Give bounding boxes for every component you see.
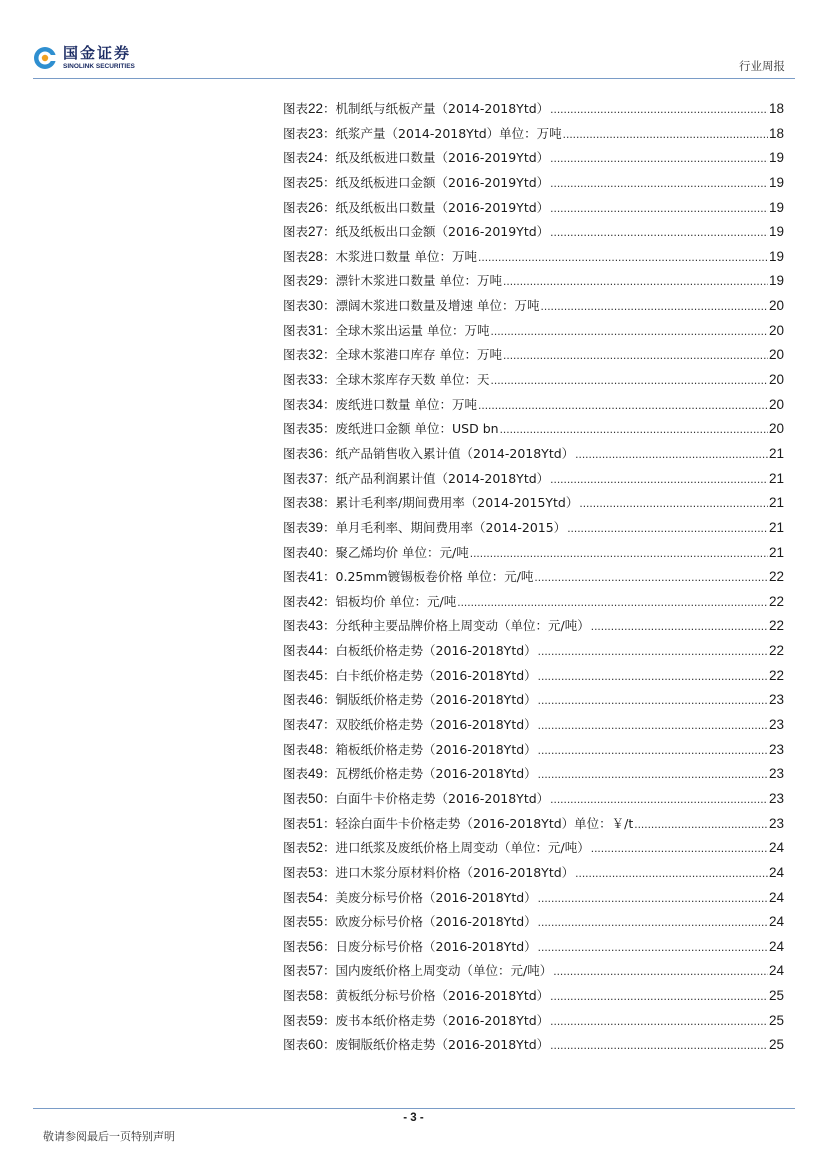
toc-entry-number: 60 (308, 1037, 324, 1053)
toc-entry-title: ：进口纸浆及废纸价格上周变动（单位：元/吨） (323, 840, 590, 856)
toc-entry[interactable] (283, 148, 784, 173)
toc-entry[interactable] (283, 395, 784, 420)
toc-entry-number: 37 (308, 470, 324, 486)
figure-index-list (283, 99, 784, 1060)
toc-entry-prefix: 图表 (283, 741, 309, 757)
toc-entry[interactable] (283, 838, 784, 863)
toc-dot-leader (563, 127, 768, 141)
toc-entry[interactable] (283, 518, 784, 543)
toc-entry-number: 34 (308, 396, 324, 412)
toc-entry-title: ：纸及纸板出口数量（2016-2019Ytd） (323, 199, 550, 215)
toc-entry-page: 21 (768, 544, 784, 560)
toc-entry-number: 50 (308, 790, 324, 806)
toc-entry-title: ：黄板纸分标号价格（2016-2018Ytd） (323, 988, 550, 1004)
toc-entry-title: ：轻涂白面牛卡价格走势（2016-2018Ytd）单位：￥/t (323, 815, 634, 831)
toc-entry-page: 22 (768, 569, 784, 585)
toc-entry-number: 29 (308, 273, 324, 289)
toc-entry-number: 51 (308, 815, 324, 831)
toc-entry-title: ：废书本纸价格走势（2016-2018Ytd） (323, 1012, 550, 1028)
toc-entry[interactable] (283, 937, 784, 962)
toc-entry-title: ：废纸进口金额 单位：USD bn (323, 421, 499, 437)
toc-dot-leader (538, 891, 768, 905)
toc-entry-number: 55 (308, 914, 324, 930)
toc-entry-number: 49 (308, 766, 324, 782)
report-type-label: 行业周报 (739, 59, 785, 73)
toc-entry-prefix: 图表 (283, 421, 309, 437)
toc-dot-leader (550, 176, 768, 190)
toc-entry-page: 20 (768, 347, 784, 363)
toc-dot-leader (550, 989, 768, 1003)
toc-dot-leader (567, 521, 768, 535)
toc-entry-page: 25 (768, 1037, 784, 1053)
toc-entry-number: 47 (308, 717, 324, 733)
toc-entry-page: 19 (768, 199, 784, 215)
toc-entry-title: ：0.25mm镀锡板卷价格 单位：元/吨 (323, 569, 534, 585)
toc-dot-leader (538, 718, 768, 732)
toc-entry[interactable] (283, 912, 784, 937)
toc-entry-number: 42 (308, 593, 324, 609)
page-number: - 3 - (403, 1112, 424, 1124)
toc-dot-leader (550, 201, 768, 215)
toc-dot-leader (503, 348, 768, 362)
toc-entry[interactable] (283, 888, 784, 913)
toc-entry-prefix: 图表 (283, 544, 309, 560)
toc-dot-leader (478, 250, 768, 264)
toc-entry-number: 24 (308, 150, 324, 166)
toc-entry-prefix: 图表 (283, 889, 309, 905)
toc-entry-page: 19 (768, 248, 784, 264)
toc-dot-leader (591, 841, 768, 855)
toc-entry-page: 23 (768, 815, 784, 831)
toc-entry-number: 25 (308, 174, 324, 190)
toc-entry-number: 36 (308, 445, 324, 461)
logo-mark-icon (33, 46, 57, 70)
toc-entry-title: ：纸产品销售收入累计值（2014-2018Ytd） (323, 445, 575, 461)
toc-entry-prefix: 图表 (283, 593, 309, 609)
toc-dot-leader (634, 817, 768, 831)
toc-entry-prefix: 图表 (283, 495, 309, 511)
toc-entry-prefix: 图表 (283, 150, 309, 166)
toc-entry-number: 59 (308, 1012, 324, 1028)
toc-entry-title: ：全球木浆出运量 单位：万吨 (323, 322, 490, 338)
toc-entry-prefix: 图表 (283, 618, 309, 634)
toc-entry-page: 20 (768, 298, 784, 314)
toc-entry[interactable] (283, 543, 784, 568)
toc-entry-page: 21 (768, 470, 784, 486)
toc-entry-prefix: 图表 (283, 1012, 309, 1028)
toc-entry-prefix: 图表 (283, 643, 309, 659)
toc-entry-prefix: 图表 (283, 248, 309, 264)
toc-entry-title: ：分纸种主要品牌价格上周变动（单位：元/吨） (323, 618, 590, 634)
toc-entry[interactable] (283, 592, 784, 617)
toc-entry-prefix: 图表 (283, 396, 309, 412)
toc-entry-page: 20 (768, 421, 784, 437)
toc-entry[interactable] (283, 863, 784, 888)
toc-entry-page: 20 (768, 372, 784, 388)
toc-entry[interactable] (283, 715, 784, 740)
toc-entry-title: ：纸浆产量（2014-2018Ytd）单位：万吨 (323, 125, 562, 141)
toc-entry-prefix: 图表 (283, 101, 309, 116)
toc-entry-title: ：国内废纸价格上周变动（单位：元/吨） (323, 963, 553, 979)
toc-entry[interactable] (283, 444, 784, 469)
toc-entry-prefix: 图表 (283, 914, 309, 930)
toc-entry-page: 20 (768, 396, 784, 412)
toc-entry-number: 39 (308, 519, 324, 535)
toc-entry-page: 24 (768, 840, 784, 856)
toc-entry-number: 38 (308, 495, 324, 511)
toc-entry-page: 23 (768, 766, 784, 782)
toc-entry-page: 24 (768, 938, 784, 954)
toc-dot-leader (538, 767, 768, 781)
toc-entry-number: 45 (308, 667, 324, 683)
toc-entry-page: 24 (768, 864, 784, 880)
toc-entry-page: 21 (768, 519, 784, 535)
toc-entry-page: 22 (768, 593, 784, 609)
toc-entry[interactable] (283, 740, 784, 765)
toc-entry-number: 31 (308, 322, 324, 338)
toc-dot-leader (491, 373, 768, 387)
toc-entry-number: 48 (308, 741, 324, 757)
toc-dot-leader (575, 866, 768, 880)
toc-entry-prefix: 图表 (283, 347, 309, 363)
toc-entry-page: 24 (768, 889, 784, 905)
toc-dot-leader (553, 964, 768, 978)
toc-entry[interactable] (283, 99, 784, 124)
toc-dot-leader (538, 693, 768, 707)
toc-entry-number: 53 (308, 864, 324, 880)
toc-entry-number: 33 (308, 372, 324, 388)
toc-entry[interactable] (283, 690, 784, 715)
toc-entry-number: 41 (308, 569, 324, 585)
toc-dot-leader (550, 1014, 768, 1028)
toc-entry-number: 43 (308, 618, 324, 634)
toc-entry[interactable] (283, 961, 784, 986)
toc-entry[interactable] (283, 764, 784, 789)
disclaimer-note: 敬请参阅最后一页特别声明 (43, 1130, 175, 1143)
toc-entry[interactable] (283, 419, 784, 444)
toc-dot-leader (457, 595, 768, 609)
toc-entry-title: ：全球木浆港口库存 单位：万吨 (323, 347, 503, 363)
toc-entry-prefix: 图表 (283, 938, 309, 954)
toc-dot-leader (538, 915, 768, 929)
toc-dot-leader (550, 102, 768, 116)
toc-entry-title: ：进口木浆分原材料价格（2016-2018Ytd） (323, 864, 575, 880)
page-header (0, 0, 827, 84)
toc-entry[interactable] (283, 469, 784, 494)
toc-dot-leader (550, 151, 768, 165)
toc-entry-title: ：白卡纸价格走势（2016-2018Ytd） (323, 667, 537, 683)
toc-entry-page: 20 (768, 322, 784, 338)
toc-dot-leader (491, 324, 768, 338)
toc-entry-prefix: 图表 (283, 864, 309, 880)
toc-dot-leader (538, 940, 768, 954)
toc-entry-prefix: 图表 (283, 372, 309, 388)
toc-entry-title: ：漂针木浆进口数量 单位：万吨 (323, 273, 503, 289)
toc-entry[interactable] (283, 666, 784, 691)
toc-entry-title: ：瓦楞纸价格走势（2016-2018Ytd） (323, 766, 537, 782)
toc-dot-leader (550, 792, 768, 806)
toc-entry-page: 23 (768, 692, 784, 708)
toc-entry-number: 35 (308, 421, 324, 437)
toc-entry-number: 58 (308, 988, 324, 1004)
toc-entry-prefix: 图表 (283, 815, 309, 831)
toc-entry-number: 57 (308, 963, 324, 979)
toc-dot-leader (538, 669, 768, 683)
toc-entry-page: 18 (768, 125, 784, 141)
toc-entry-title: ：机制纸与纸板产量（2014-2018Ytd） (323, 101, 550, 116)
toc-entry-page: 18 (768, 101, 784, 116)
toc-entry-prefix: 图表 (283, 199, 309, 215)
toc-entry-number: 54 (308, 889, 324, 905)
toc-dot-leader (591, 619, 768, 633)
toc-dot-leader (500, 422, 768, 436)
toc-entry-prefix: 图表 (283, 569, 309, 585)
toc-entry-number: 56 (308, 938, 324, 954)
toc-entry-page: 19 (768, 150, 784, 166)
toc-entry-title: ：纸及纸板出口金额（2016-2019Ytd） (323, 224, 550, 240)
toc-entry[interactable] (283, 198, 784, 223)
toc-entry-prefix: 图表 (283, 174, 309, 190)
toc-entry-prefix: 图表 (283, 988, 309, 1004)
header-divider (33, 78, 795, 79)
toc-dot-leader (534, 570, 768, 584)
toc-entry-title: ：白板纸价格走势（2016-2018Ytd） (323, 643, 537, 659)
toc-entry-title: ：木浆进口数量 单位：万吨 (323, 248, 478, 264)
toc-entry-page: 19 (768, 273, 784, 289)
toc-entry-number: 30 (308, 298, 324, 314)
toc-entry-prefix: 图表 (283, 445, 309, 461)
toc-entry[interactable] (283, 986, 784, 1011)
toc-dot-leader (575, 447, 768, 461)
toc-entry-page: 19 (768, 174, 784, 190)
toc-entry[interactable] (283, 567, 784, 592)
toc-entry-page: 23 (768, 717, 784, 733)
toc-entry[interactable] (283, 616, 784, 641)
toc-entry-number: 46 (308, 692, 324, 708)
toc-entry[interactable] (283, 345, 784, 370)
toc-entry-page: 21 (768, 495, 784, 511)
logo-english-name: SINOLINK SECURITIES (63, 63, 135, 70)
toc-entry-page: 25 (768, 988, 784, 1004)
toc-entry-page: 19 (768, 224, 784, 240)
toc-entry-prefix: 图表 (283, 692, 309, 708)
toc-dot-leader (478, 398, 768, 412)
toc-entry[interactable] (283, 321, 784, 346)
toc-entry[interactable] (283, 173, 784, 198)
toc-entry-title: ：铝板均价 单位：元/吨 (323, 593, 457, 609)
toc-entry-prefix: 图表 (283, 766, 309, 782)
toc-entry-number: 28 (308, 248, 324, 264)
toc-entry-title: ：单月毛利率、期间费用率（2014-2015） (323, 519, 567, 535)
toc-entry-page: 24 (768, 963, 784, 979)
toc-entry-number: 52 (308, 840, 324, 856)
toc-entry-number: 32 (308, 347, 324, 363)
toc-entry[interactable] (283, 789, 784, 814)
toc-entry-prefix: 图表 (283, 273, 309, 289)
toc-entry[interactable] (283, 493, 784, 518)
toc-entry-title: ：纸产品利润累计值（2014-2018Ytd） (323, 470, 550, 486)
toc-dot-leader (541, 299, 768, 313)
toc-dot-leader (550, 472, 768, 486)
toc-entry[interactable] (283, 641, 784, 666)
toc-dot-leader (470, 546, 768, 560)
toc-entry-page: 24 (768, 914, 784, 930)
toc-entry-prefix: 图表 (283, 1037, 309, 1053)
toc-entry-prefix: 图表 (283, 125, 309, 141)
toc-entry-page: 25 (768, 1012, 784, 1028)
toc-entry-title: ：漂阔木浆进口数量及增速 单位：万吨 (323, 298, 540, 314)
toc-entry-title: ：白面牛卡价格走势（2016-2018Ytd） (323, 790, 550, 806)
toc-entry[interactable] (283, 271, 784, 296)
toc-entry-page: 22 (768, 618, 784, 634)
toc-entry-title: ：箱板纸价格走势（2016-2018Ytd） (323, 741, 537, 757)
toc-entry-page: 22 (768, 667, 784, 683)
toc-entry-title: ：铜版纸价格走势（2016-2018Ytd） (323, 692, 537, 708)
toc-entry-title: ：纸及纸板进口数量（2016-2019Ytd） (323, 150, 550, 166)
toc-dot-leader (550, 225, 768, 239)
toc-entry-title: ：双胶纸价格走势（2016-2018Ytd） (323, 717, 537, 733)
toc-entry-title: ：废纸进口数量 单位：万吨 (323, 396, 478, 412)
toc-entry[interactable] (283, 247, 784, 272)
toc-entry-prefix: 图表 (283, 790, 309, 806)
footer-divider (33, 1108, 795, 1109)
toc-entry-page: 23 (768, 741, 784, 757)
toc-dot-leader (503, 274, 768, 288)
toc-entry[interactable] (283, 370, 784, 395)
toc-entry-number: 44 (308, 643, 324, 659)
toc-entry[interactable] (283, 222, 784, 247)
toc-dot-leader (550, 1038, 768, 1052)
toc-entry-number: 22 (308, 101, 324, 116)
toc-entry[interactable] (283, 814, 784, 839)
toc-entry-title: ：日废分标号价格（2016-2018Ytd） (323, 938, 537, 954)
toc-entry-title: ：欧废分标号价格（2016-2018Ytd） (323, 914, 537, 930)
toc-entry[interactable] (283, 124, 784, 149)
toc-entry[interactable] (283, 1011, 784, 1036)
toc-entry-prefix: 图表 (283, 963, 309, 979)
toc-entry-page: 22 (768, 643, 784, 659)
toc-entry-title: ：纸及纸板进口金额（2016-2019Ytd） (323, 174, 550, 190)
toc-entry-page: 23 (768, 790, 784, 806)
toc-entry-title: ：废铜版纸价格走势（2016-2018Ytd） (323, 1037, 550, 1053)
toc-entry-title: ：全球木浆库存天数 单位：天 (323, 372, 490, 388)
toc-entry-prefix: 图表 (283, 717, 309, 733)
toc-entry[interactable] (283, 1035, 784, 1060)
toc-dot-leader (538, 644, 768, 658)
toc-entry[interactable] (283, 296, 784, 321)
toc-entry-number: 27 (308, 224, 324, 240)
toc-entry-prefix: 图表 (283, 298, 309, 314)
toc-dot-leader (538, 743, 768, 757)
toc-entry-number: 23 (308, 125, 324, 141)
toc-entry-prefix: 图表 (283, 667, 309, 683)
toc-entry-prefix: 图表 (283, 322, 309, 338)
toc-entry-title: ：累计毛利率/期间费用率（2014-2015Ytd） (323, 495, 579, 511)
toc-entry-title: ：聚乙烯均价 单位：元/吨 (323, 544, 469, 560)
toc-entry-number: 26 (308, 199, 324, 215)
toc-entry-prefix: 图表 (283, 840, 309, 856)
company-logo (33, 46, 135, 71)
toc-entry-prefix: 图表 (283, 224, 309, 240)
toc-entry-prefix: 图表 (283, 519, 309, 535)
logo-chinese-name: 国金证券 (63, 44, 132, 62)
toc-dot-leader (579, 496, 768, 510)
toc-entry-prefix: 图表 (283, 470, 309, 486)
toc-entry-page: 21 (768, 445, 784, 461)
toc-entry-number: 40 (308, 544, 324, 560)
toc-entry-title: ：美废分标号价格（2016-2018Ytd） (323, 889, 537, 905)
